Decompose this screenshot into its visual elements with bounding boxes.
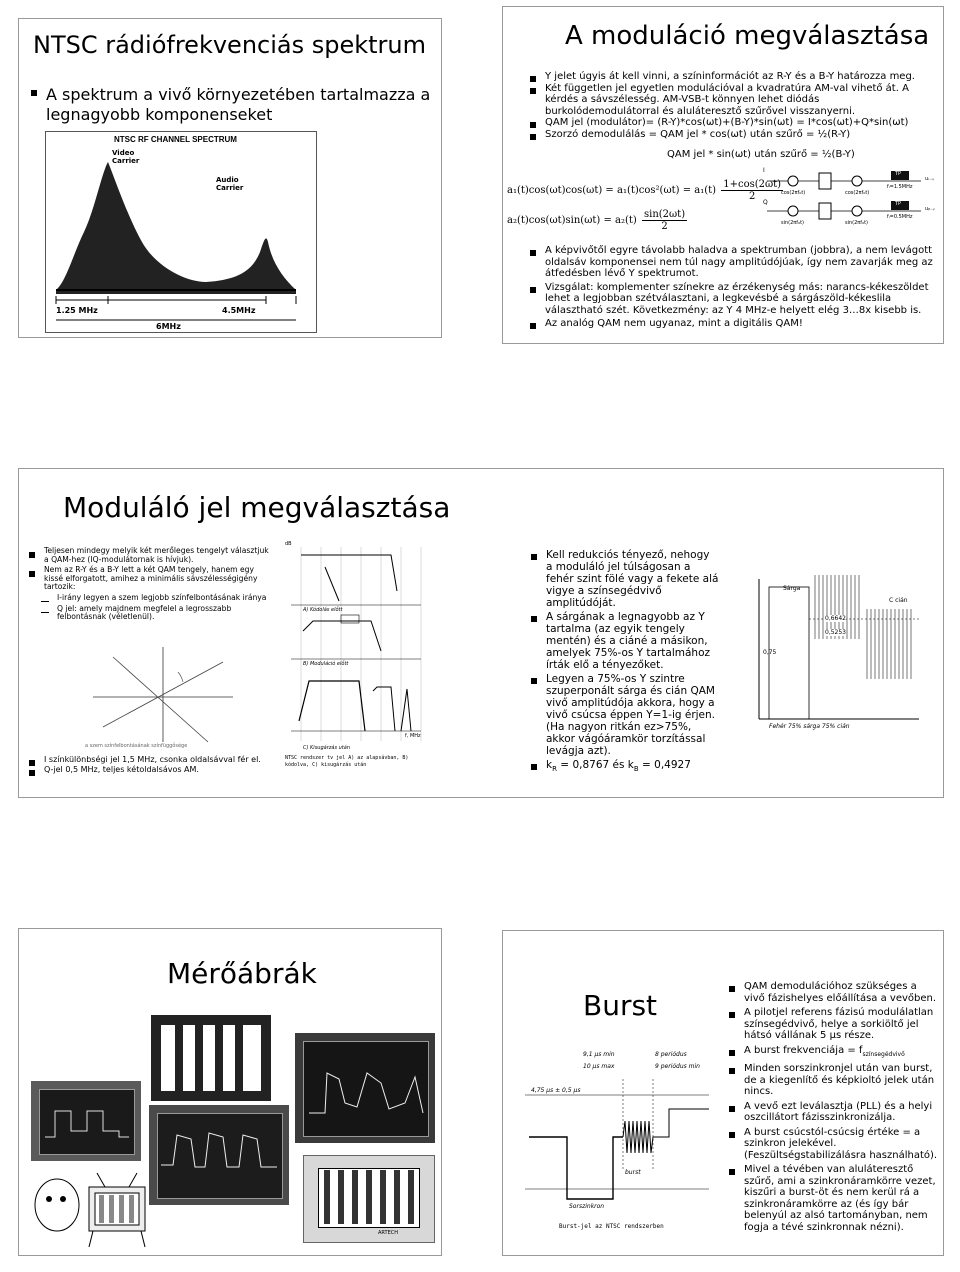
rotation-caption: a szem színfelbontásának színfüggősége [85,743,188,749]
test-pattern-photo-1 [151,1015,271,1101]
bullet-item: Kell redukciós tényező, nehogy a moduláló jel túlságosan a fehér szint fölé vagy a fekete alá vigye a színsegédvivő amplitúdóját. [531,549,719,609]
freq-label-6: 6MHz [156,322,181,331]
tp-label-2: TP [895,201,902,207]
bar-label-cian: C cián [889,597,908,604]
bullet-item: Két független jel egyetlen modulációval a kvadratúra AM-val vihető át. A kérdés a sávszélesség. AM-VSB-t könnyen lehet diódás burkolódemodulátorral és aluláteresztő szűrővel visszanyerni. [530,83,935,118]
label-sorszinkron: Sorszinkron [569,1203,605,1210]
demod-continuation: QAM jel * sin(ωt) után szűrő = ½(B-Y) [667,149,855,160]
slide-spectrum [18,18,442,338]
bullet-item: Minden sorszinkronjel után van burst, de a kiegenlítő és képkioltó jelek után nincs. [729,1063,939,1098]
bullet-item: Mivel a tévében van aluláteresztő szűrő, ami a szinkronáramkörre vezet, kiszűri a burst-öt és nem kerül rá a szinkronáramkörre az (és így bár belenyúl az alsó tartományban, nem fogja a tévé szinkronnak nézni). [729,1164,939,1233]
burst-bullet-list [729,981,939,1233]
freq-label-4-5: 4.5MHz [222,306,256,315]
slide-title: Moduláló jel megválasztása [63,491,451,524]
video-carrier-label: Video Carrier [112,149,140,165]
slide-burst [502,930,944,1256]
freq-axis-label: f, MHz [405,733,421,739]
tp-label-1: TP [895,171,902,177]
bullet-item: Teljesen mindegy melyik két merőleges tengelyt választjuk a QAM-hez (IQ-modulátornak is hívjuk). [29,547,269,564]
burst-caption: Burst-jel az NTSC rendszerben [559,1223,664,1230]
bullet-item: Y jelet úgyis át kell vinni, a színinformációt az R-Y és a B-Y határozza meg. [530,71,935,83]
graph-c-caption: C) Kisugárzás után [303,745,351,751]
graph-b-caption: B) Moduláció előtt [303,661,349,667]
q-input-label: Q [763,199,768,206]
bullet-item: Az analóg QAM nem ugyanaz, mint a digitális QAM! [530,318,935,330]
artech-logo: ARTECH [378,1230,398,1236]
bullet-item: A burst csúcstól-csúcsig értéke = a szinkron jelekével. (Feszültségstabilizálásra használható). [729,1127,939,1162]
left-bullet-list [29,547,269,622]
db-label: dB [285,541,292,547]
bullet-item: QAM jel (modulátor)= (R-Y)*cos(ωt)+(B-Y)*sin(ωt) = I*cos(ωt)+Q*sin(ωt) [530,117,935,129]
i-input-label: I [763,167,765,174]
u-by-label: uᵦ₋ᵧ [925,206,935,212]
bullet-list [530,71,935,140]
bullet-item: Nem az R-Y és a B-Y lett a két QAM tengely, hanem egy kissé elforgatott, amihez a minimális sávszélességigény tartozik: [29,566,269,592]
bullet-item: A sárgának a legnagyobb az Y tartalma (az egyik tengely mentén) és a ciáné a másikon, amelyek 75%-os Y tartalmához írták elő a tényezőket. [531,611,719,671]
k-factor-item: $k_R = 0,8767$ és $k_B = 0,4927$ [531,759,719,775]
color-bar-diagram [749,569,925,739]
audio-carrier-label: Audio Carrier [216,176,244,192]
label-9-period: 9 periódus min [655,1063,700,1070]
equation-2: a₂(t)cos(ωt)sin(ωt) = a₂(t) $\frac{\sin(2\omega t)}{2}$ [507,209,686,232]
label-burst: burst [625,1169,641,1176]
bullet-item: A vevő ezt leválasztja (PLL) és a helyi oszcillátort fázisszinkronizálja. [729,1101,939,1124]
bar-value-1: 0,6642 [825,615,846,622]
spectrum-chart [45,131,317,333]
slide-test-patterns [18,928,442,1256]
burst-waveform [519,1039,715,1239]
slide-title: NTSC rádiófrekvenciás spektrum [33,31,426,59]
bullet-item: A pilotjel referens fázisú modulálatlan színsegédvivő, helye a sorkiöltő jel hátsó vállának 5 µs része. [729,1007,939,1042]
cos-label-1: cos(2πf₀t) [781,190,806,196]
sin-label-2: sin(2πf₀t) [845,220,868,226]
spectrum-title: NTSC RF CHANNEL SPECTRUM [114,135,237,144]
bullet-item: A képvivőtől egyre távolabb haladva a spektrumban (jobbra), a nem levágott oldalsáv komponensei nem túl nagy amplitúdójúak, így nem zavarják meg az átfedésben lévő Y spektrumot. [530,245,935,280]
scope-photo-1 [31,1081,141,1161]
slide-title: A moduláció megválasztása [565,21,930,51]
right-bullet-list [531,549,719,775]
bar-label-sarga: Sárga [783,585,801,592]
scope-photo-2 [149,1105,289,1205]
bullet-item: Vizsgálat: komplementer színekre az érzékenység más: narancs-kékeszöldet lehet a legjobban szétválasztani, a legkevésbé a sárgászöld-kékeslila választható szét. Következmény: az Y 4 MHz-e helyett elég 3…8x kisebb is. [530,282,935,317]
graph-bottom-caption: NTSC rendszer tv jel A) az alapsávban, B) kódolva, C) kisugárzás után [285,755,409,768]
test-pattern-photo-2 [303,1155,435,1243]
label-4-75us: 4,75 µs ± 0,5 µs [531,1087,581,1094]
bullet-item: A spektrum a vivő környezetében tartalmazza a legnagyobb komponenseket [31,85,431,125]
bullet-item: I színkülönbségi jel 1,5 MHz, csonka oldalsávval fér el. [29,755,299,765]
ntsc-spectrum-graphs [281,541,441,789]
slide-title: Burst [583,989,658,1022]
spectrum-shape [46,132,316,332]
bottom-bullet-list [29,755,299,775]
iq-axis-diagram [83,637,243,757]
slide-title: Mérőábrák [167,957,317,990]
sin-label-1: sin(2πf₀t) [781,220,804,226]
demodulator-diagram [761,165,941,229]
bar-value-3: 0,75 [763,649,777,656]
burst-freq-item: A burst frekvenciája = $f_{színsegédvivő}$ [729,1045,939,1061]
fq-label: fᵢ=0.5MHz [887,214,913,220]
bar-caption: Fehér 75% sárga 75% cián [769,723,850,730]
u-ry-label: uᵣ₋ᵧ [925,176,934,182]
graph-a-caption: A) Kódolás előtt [303,607,343,613]
scope-photo-3 [295,1033,435,1143]
fi-label: fᵢ=1.5MHz [887,184,913,190]
label-8-period: 8 periódus [655,1051,687,1058]
freq-label-1-25: 1.25 MHz [56,306,98,315]
equation-1: a₁(t)cos(ωt)cos(ωt) = a₁(t)cos²(ωt) = a₁(t) $\frac{1+\cos(2\omega t)}{2}$ [507,179,782,202]
cos-label-2: cos(2πf₀t) [845,190,870,196]
cartoon-tv-illustration [29,1169,159,1253]
bar-value-2: 0,5253 [825,629,846,636]
bullet-item: Q-jel 0,5 MHz, teljes kétoldalsávos AM. [29,765,299,775]
slide-modulating-signal [18,468,944,798]
sub-bullet-item: Q jel: amely majdnem megfelel a legrosszabb felbontásnak (véletlenül). [29,605,269,622]
bullet-item: Legyen a 75%-os Y szintre szuperponált sárga és cián QAM vivő amplitúdója akkora, hogy a vivő csúcsa éppen Y=1-ig érjen. (Ha nagyon ritkán ez>75%, akkor vágóáramkör torzítással levágja azt). [531,673,719,757]
bullet-item: Szorzó demodulálás = QAM jel * cos(ωt) után szűrő = ½(R-Y) [530,129,935,141]
label-10us: 10 µs max [583,1063,615,1070]
bullet-item: QAM demodulációhoz szükséges a vivő fázishelyes előállítása a vevőben. [729,981,939,1004]
bullet-list [31,85,431,125]
bullet-list-2 [530,245,935,330]
label-9-1us: 9,1 µs min [583,1051,615,1058]
slide-modulation [502,6,944,344]
sub-bullet-item: I-irány legyen a szem legjobb színfelbontásának iránya [29,594,269,603]
